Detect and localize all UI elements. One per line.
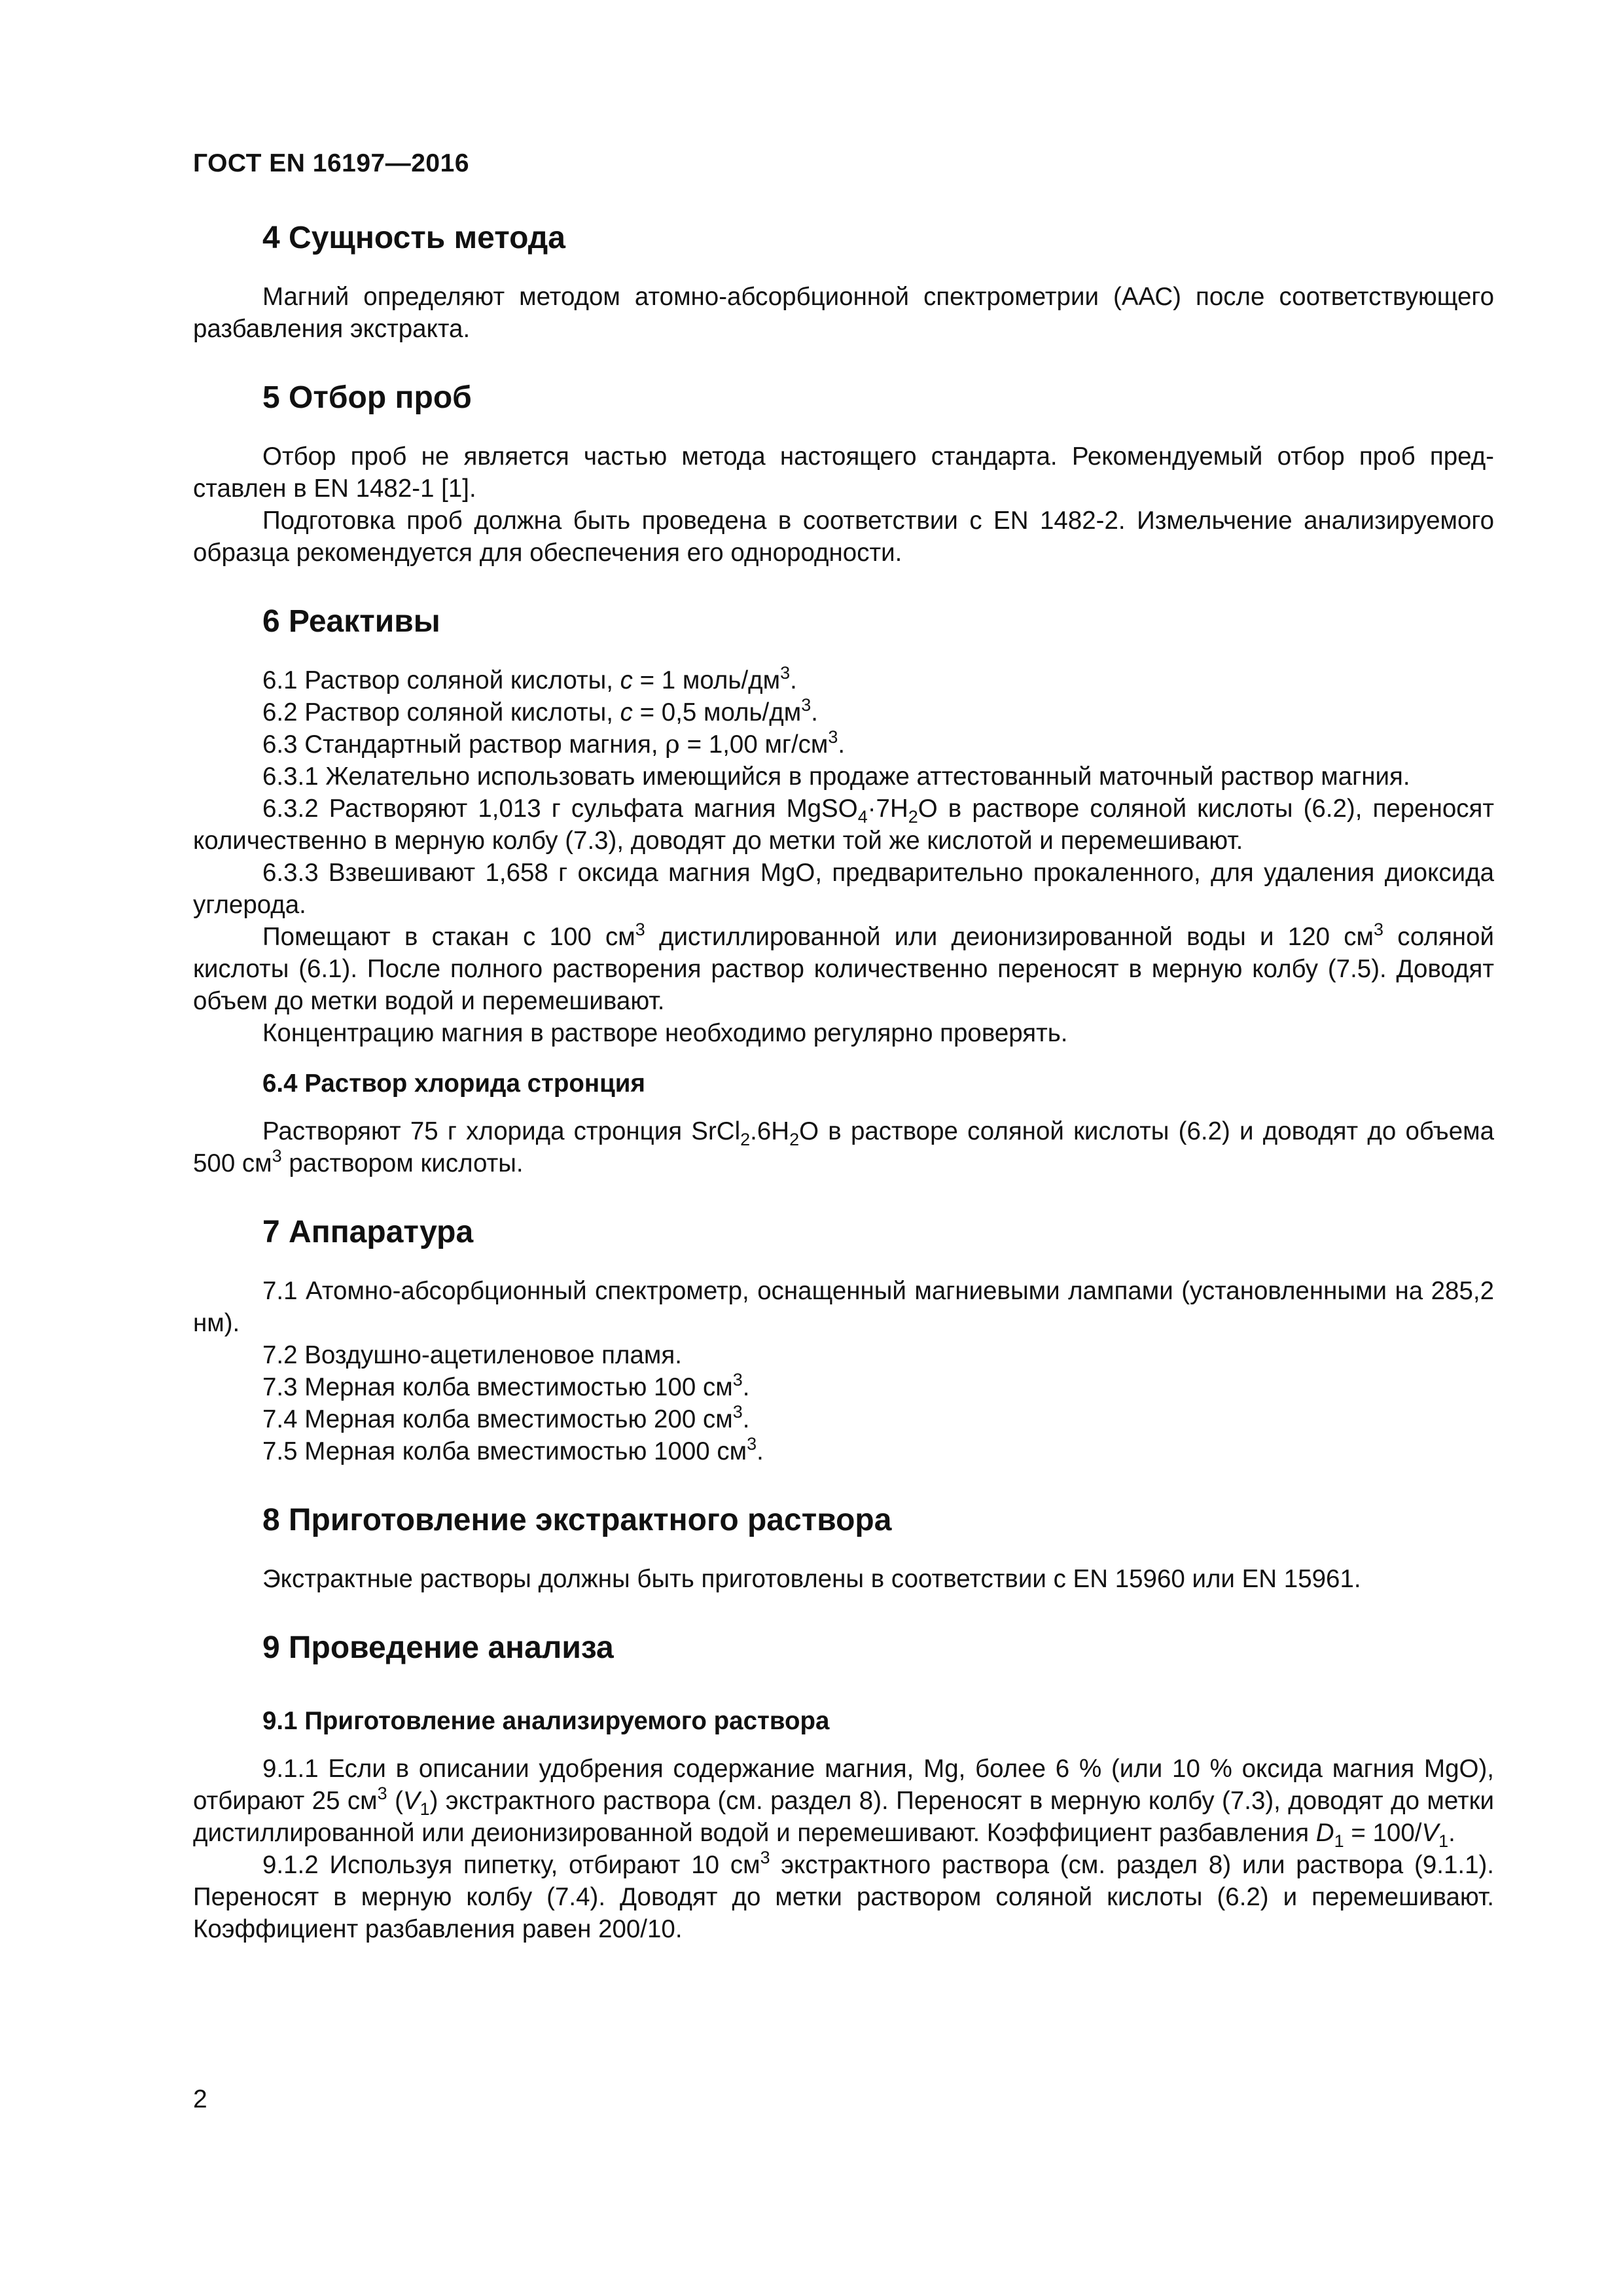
section-5-title: 5 Отбор проб — [262, 380, 472, 415]
subsection-9-1-title: 9.1 Приготовление анализируемого раствора — [262, 1707, 830, 1735]
page-number: 2 — [193, 2085, 207, 2113]
item-6-3-3: 6.3.3 Взвешивают 1,658 г оксида магния MgO, предварительно прокаленного, для удаления диоксида углерода. — [193, 859, 1494, 919]
item-6-3-3-note: Концентрацию магния в растворе необходимо регулярно проверять. — [262, 1019, 1068, 1047]
section-5-paragraph-1: Отбор проб не является частью метода настоящего стандарта. Рекомендуемый отбор проб представлен в EN 1482-1 [1]. — [193, 442, 1494, 503]
item-9-1-2: 9.1.2 Используя пипетку, отбирают 10 $см^3$ экстрактного раствора (см. раздел 8) или раствора (9.1.1). Переносят в мерную колбу (7.4). Доводят до метки раствором соляной кислоты (6.2) и перемешивают. Коэффициент разбавления равен 200/10. — [193, 1848, 1494, 1943]
subsection-6-4-title: 6.4 Раствор хлорида стронция — [262, 1069, 645, 1098]
section-9-title: 9 Проведение анализа — [262, 1630, 614, 1665]
section-8-paragraph: Экстрактные растворы должны быть приготовлены в соответствии с EN 15960 или EN 15961. — [262, 1565, 1361, 1593]
item-7-4: 7.4 Мерная колба вместимостью 200 $см^3$. — [262, 1402, 750, 1433]
section-8-title: 8 Приготовление экстрактного раствора — [262, 1503, 892, 1537]
section-6-title: 6 Реактивы — [262, 604, 440, 639]
section-4-title: 4 Сущность метода — [262, 221, 565, 255]
item-7-5: 7.5 Мерная колба вместимостью 1000 $см^3$. — [262, 1434, 764, 1465]
section-5-paragraph-2: Подготовка проб должна быть проведена в соответствии с EN 1482-2. Измельчение анализируемого образца рекомендуется для обеспечения его однородности. — [193, 507, 1494, 567]
item-6-3-3-continued: Помещают в стакан с 100 $см^3$ дистиллированной или деионизированной воды и 120 $см^3$ соляной кислоты (6.1). После полного растворения раствор количественно переносят в мерную колбу (7.5). Доводят объем до метки водой и перемешивают. — [193, 920, 1494, 1015]
item-6-3: 6.3 Стандартный раствор магния, ρ = 1,00 $мг/см^3$. — [262, 727, 846, 759]
item-6-4-text: Растворяют 75 г хлорида стронция $SrCl_2.6H_2O$ в растворе соляной кислоты (6.2) и доводят до объема 500 $см^3$ раствором кислоты. — [193, 1117, 1494, 1177]
item-6-1: 6.1 Раствор соляной кислоты, с = 1 моль/$дм^3$. — [262, 663, 797, 694]
item-7-3: 7.3 Мерная колба вместимостью 100 $см^3$. — [262, 1370, 750, 1401]
document-body — [193, 219, 1494, 1945]
section-7-title: 7 Аппаратура — [262, 1215, 474, 1249]
item-6-2: 6.2 Раствор соляной кислоты, с = 0,5 моль/$дм^3$. — [262, 695, 818, 726]
standard-header: ГОСТ EN 16197—2016 — [193, 149, 470, 177]
item-7-1: 7.1 Атомно-абсорбционный спектрометр, оснащенный магниевыми лампами (установленными на 285,2 нм). — [193, 1277, 1494, 1337]
item-9-1-1: 9.1.1 Если в описании удобрения содержание магния, Mg, более 6 % (или 10 % оксида магния MgO), отбирают 25 $см^3$ $(V_1)$ экстрактного раствора (см. раздел 8). Переносят в мерную колбу (7.3), доводят до метки дистиллированной или деионизированной водой и перемешивают. Коэффициент разбавления $D_1 = 100/V_1$. — [193, 1755, 1494, 1851]
item-7-2: 7.2 Воздушно-ацетиленовое пламя. — [262, 1341, 682, 1369]
item-6-3-1: 6.3.1 Желательно использовать имеющийся в продаже аттестованный маточный раствор магния. — [262, 762, 1410, 791]
section-4-paragraph: Магний определяют методом атомно-абсорбционной спектрометрии (ААС) после соответствующего разбавления экстракта. — [193, 283, 1494, 343]
item-6-3-2: 6.3.2 Растворяют 1,013 г сульфата магния $MgSO_4\cdot 7H_2O$ в растворе соляной кислоты (6.2), переносят количественно в мерную колбу (7.3), доводят до метки той же кислотой и перемешивают. — [193, 795, 1494, 855]
